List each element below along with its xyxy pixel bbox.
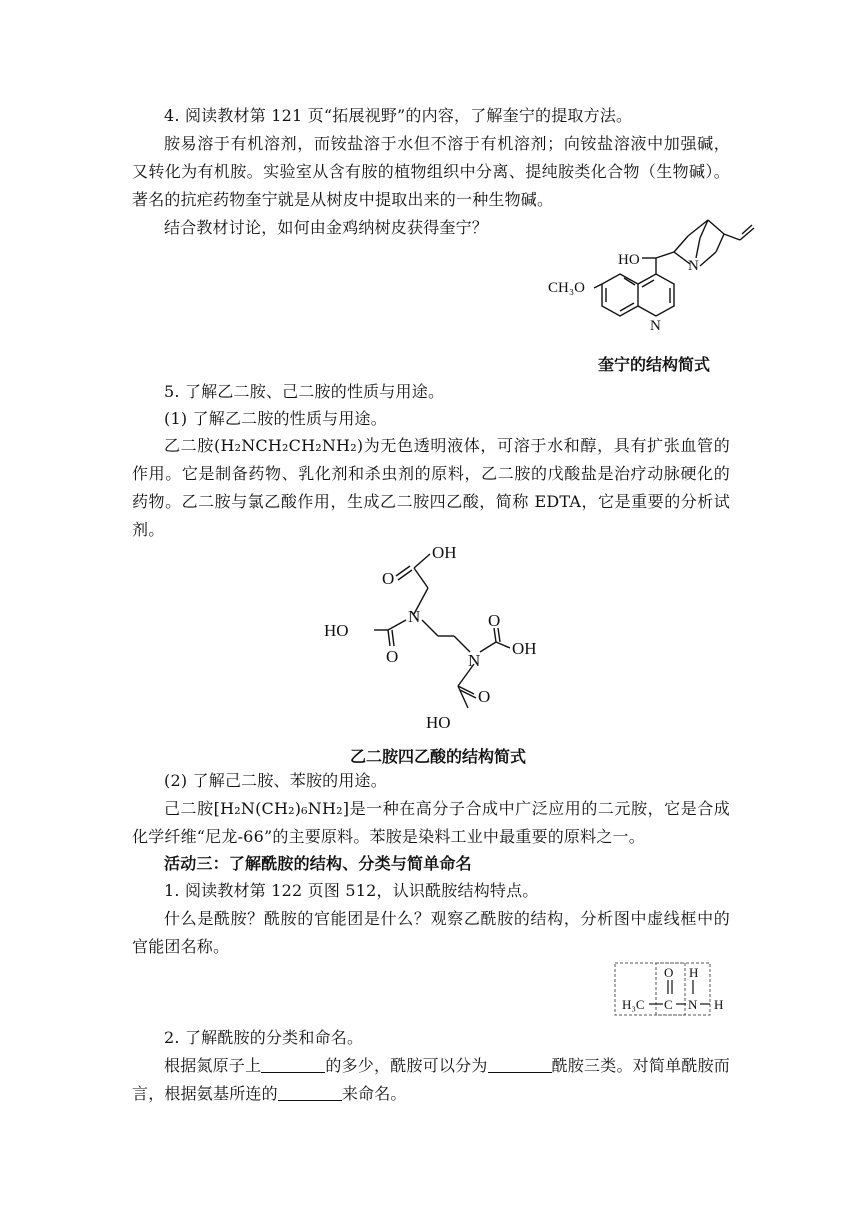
item5-sub2: (2) 了解己二胺、苯胺的用途。 (164, 771, 387, 790)
hexanediamine-formula: H₂N(CH₂)₆NH₂ (220, 799, 343, 818)
answer-blank-2[interactable] (488, 1056, 552, 1073)
edta-n-left: N (408, 607, 421, 626)
quinine-ch3o-label: CH₃O (548, 280, 585, 296)
item4-question: 结合教材讨论，如何由金鸡纳树皮获得奎宁？ (164, 218, 489, 237)
answer-blank-3[interactable] (278, 1084, 342, 1101)
quinine-structure (540, 212, 780, 350)
quinine-n-label-2: N (650, 318, 661, 334)
edta-oh-right: OH (512, 639, 537, 658)
item5-title: 5. 了解乙二胺、己二胺的性质与用途。 (164, 382, 445, 401)
quinine-caption: 奎宁的结构简式 (598, 355, 711, 374)
ethylenediamine-formula: H₂NCH₂CH₂NH₂ (220, 436, 357, 455)
edta-oh-top: OH (432, 543, 457, 562)
activity3-title: 活动三：了解酰胺的结构、分类与简单命名 (164, 854, 472, 873)
edta-n-right: N (468, 651, 481, 670)
answer-blank-1[interactable] (261, 1056, 325, 1073)
acetamide-structure (612, 960, 736, 1018)
acetamide-c: C (664, 997, 673, 1012)
classification-fill-in: 根据氮原子上 的多少，酰胺可以分为 酰胺三类。对简单酰胺而言，根据氨基所连的 来命名。 (132, 1056, 730, 1103)
edta-o-top: O (382, 569, 395, 588)
item5-paragraph: 乙二胺(H₂NCH₂CH₂NH₂)为无色透明液体，可溶于水和醇，具有扩张血管的作用。它是制备药物、乳化剂和杀虫剂的原料，乙二胺的戊酸盐是治疗动脉硬化的药物。乙二胺与氯乙酸作用，生成乙二胺四乙酸，简称 EDTA，它是重要的分析试剂。 (132, 436, 730, 539)
edta-o-bottom: O (478, 687, 491, 706)
edta-o-right: O (488, 611, 501, 630)
acetamide-n: N (688, 997, 698, 1012)
activity3-paragraph: 什么是酰胺？酰胺的官能团是什么？观察乙酰胺的结构，分析图中虚线框中的官能团名称。 (132, 909, 730, 956)
edta-ho-bottom: HO (426, 713, 451, 732)
edta-o-left: O (386, 647, 399, 666)
acetamide-o: O (664, 965, 674, 980)
edta-ho-left: HO (324, 621, 349, 640)
quinine-ho-label: HO (618, 252, 640, 268)
item4-paragraph: 胺易溶于有机溶剂，而铵盐溶于水但不溶于有机溶剂；向铵盐溶液中加强碱，又转化为有机胺。实验室从含有胺的植物组织中分离、提纯胺类化合物（生物碱）。著名的抗疟药物奎宁就是从树皮中提取出来的一种生物碱。 (132, 134, 730, 209)
quinine-n-label-1: N (688, 258, 699, 274)
edta-caption: 乙二胺四乙酸的结构简式 (350, 747, 527, 766)
acetamide-h-right: H (714, 997, 724, 1012)
edta-structure (318, 540, 578, 736)
item5-sub1: (1) 了解乙二胺的性质与用途。 (164, 409, 387, 428)
item4-title: 4. 阅读教材第 121 页“拓展视野”的内容，了解奎宁的提取方法。 (164, 106, 633, 125)
activity3-item2: 2. 了解酰胺的分类和命名。 (164, 1028, 364, 1047)
acetamide-h-top: H (689, 965, 699, 980)
acetamide-h3c: H₃C (622, 997, 645, 1012)
activity3-item1: 1. 阅读教材第 122 页图 512，认识酰胺结构特点。 (164, 881, 539, 900)
hexanediamine-paragraph: 己二胺[H₂N(CH₂)₆NH₂]是一种在高分子合成中广泛应用的二元胺，它是合成化学纤维“尼龙-66”的主要原料。苯胺是染料工业中最重要的原料之一。 (132, 799, 731, 846)
